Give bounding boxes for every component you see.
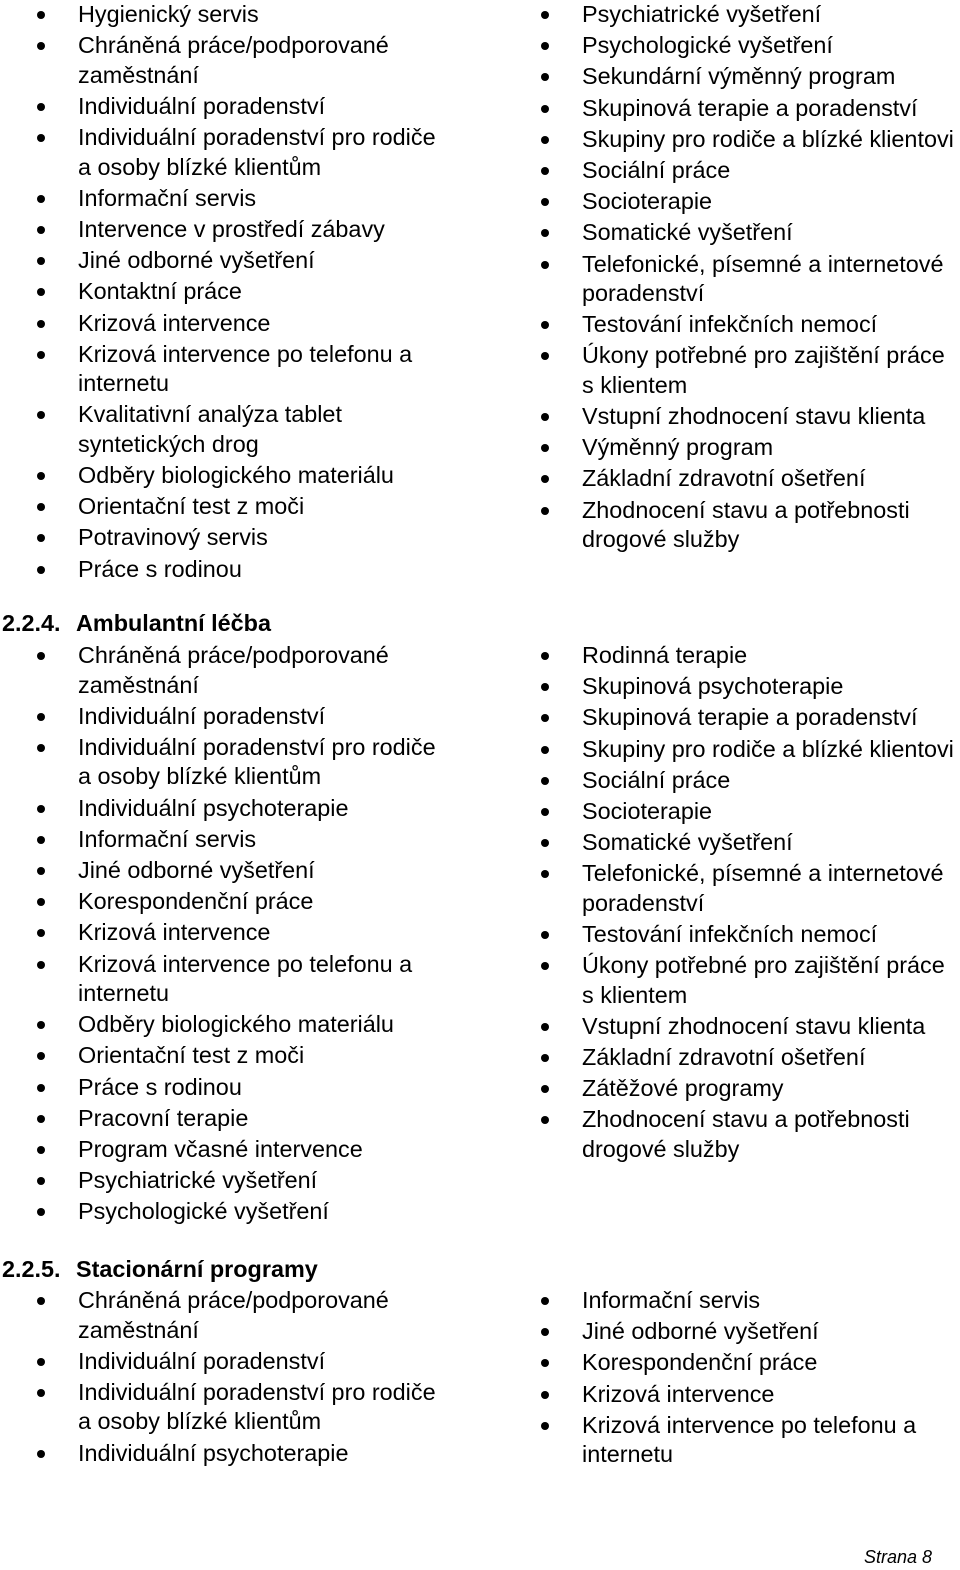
list-item [505, 951, 960, 1010]
list-item [0, 1166, 440, 1196]
list-item-text: Psychologické vyšetření [78, 1198, 329, 1225]
list-item-text: Úkony potřebné pro zajištění práce s klientem [582, 342, 945, 398]
list-item [505, 1043, 960, 1073]
list-item [0, 794, 440, 824]
list-item [505, 920, 960, 950]
bullet-icon [37, 713, 45, 721]
list-item-text: Individuální poradenství [78, 1347, 326, 1374]
bullet-icon [541, 931, 549, 939]
list-item-text: Odběry biologického materiálu [78, 462, 394, 489]
bullet-icon [541, 1359, 549, 1367]
list-item [0, 856, 440, 886]
list-item [0, 1347, 440, 1377]
list-item [0, 523, 440, 553]
bullet-icon [541, 1054, 549, 1062]
list-item-text: Hygienický servis [78, 1, 259, 27]
bullet-icon [37, 1358, 45, 1366]
bullet-icon [37, 805, 45, 813]
list-item-text: Vstupní zhodnocení stavu klienta [582, 1012, 926, 1039]
list-item-text: Individuální poradenství pro rodiče a osoby blízké klientům [78, 1378, 436, 1435]
list-item-text: Zhodnocení stavu a potřebnosti drogové služby [582, 496, 910, 553]
list-item [0, 1135, 440, 1165]
bullet-icon [541, 229, 549, 237]
list-item [0, 555, 440, 585]
list-item [505, 218, 960, 248]
left-column [0, 1286, 440, 1470]
list-item-text: Chráněná práce/podporované zaměstnání [78, 1287, 389, 1343]
bullet-icon [541, 652, 549, 660]
list-item-text: Odběry biologického materiálu [78, 1011, 394, 1038]
bullet-icon [37, 1021, 45, 1029]
list-item [0, 641, 440, 700]
list-item [0, 400, 440, 459]
list-item [505, 641, 960, 671]
bullet-icon [541, 1297, 549, 1305]
list-item-text: Sociální práce [582, 156, 731, 183]
bullet-icon [37, 1146, 45, 1154]
list-item-text: Telefonické, písemné a internetové poradenství [582, 250, 944, 306]
list-item [505, 402, 960, 432]
bullet-icon [37, 1177, 45, 1185]
list-item [505, 1286, 960, 1316]
list-item [505, 250, 960, 309]
list-item-text: Krizová intervence po telefonu a internetu [582, 1411, 917, 1468]
bullet-list [0, 641, 440, 1227]
list-item-text: Skupinová terapie a poradenství [582, 704, 918, 731]
list-item-text: Jiné odborné vyšetření [582, 1318, 819, 1345]
right-column [505, 0, 960, 556]
list-item [505, 496, 960, 555]
bullet-icon [541, 1116, 549, 1124]
list-item-text: Informační servis [78, 184, 257, 211]
page-number: Strana 8 [863, 1547, 932, 1567]
list-item-text: Testování infekčních nemocí [582, 311, 878, 338]
list-item-text: Socioterapie [582, 188, 713, 215]
bullet-icon [541, 808, 549, 816]
list-item-text: Individuální poradenství pro rodiče a osoby blízké klientům [78, 733, 436, 790]
list-item [505, 0, 960, 30]
list-item-text: Chráněná práce/podporované zaměstnání [78, 642, 389, 698]
list-item [505, 341, 960, 400]
bullet-icon [541, 1422, 549, 1430]
list-item [505, 62, 960, 92]
bullet-list [0, 0, 440, 584]
list-item [505, 1105, 960, 1164]
list-item [0, 31, 440, 90]
list-item-text: Skupinová psychoterapie [582, 673, 844, 700]
bullet-icon [37, 503, 45, 511]
list-item-text: Zhodnocení stavu a potřebnosti drogové služby [582, 1106, 910, 1162]
list-item-text: Skupiny pro rodiče a blízké klientovi [582, 735, 954, 762]
list-item-text: Základní zdravotní ošetření [582, 465, 866, 492]
bullet-icon [541, 714, 549, 722]
left-column [0, 641, 440, 1229]
list-item [505, 828, 960, 858]
list-item [505, 1380, 960, 1410]
bullet-icon [37, 103, 45, 111]
list-item-text: Potravinový servis [78, 524, 268, 551]
bullet-icon [541, 136, 549, 144]
list-item-text: Individuální psychoterapie [78, 794, 349, 821]
list-item-text: Korespondenční práce [78, 888, 314, 915]
bullet-icon [37, 1297, 45, 1305]
list-item [0, 733, 440, 792]
list-item [505, 464, 960, 494]
bullet-icon [37, 1389, 45, 1397]
list-item [0, 1073, 440, 1103]
bullet-icon [37, 1052, 45, 1060]
list-item-text: Individuální psychoterapie [78, 1439, 349, 1466]
bullet-icon [37, 1084, 45, 1092]
list-item [0, 309, 440, 339]
right-column [505, 641, 960, 1166]
list-item [0, 123, 440, 182]
list-item [0, 918, 440, 948]
bullet-icon [37, 11, 45, 19]
list-item [0, 215, 440, 245]
list-item [0, 1286, 440, 1345]
right-column [505, 1286, 960, 1471]
list-item [0, 1041, 440, 1071]
list-item-text: Individuální poradenství pro rodiče a osoby blízké klientům [78, 124, 436, 180]
bullet-icon [37, 288, 45, 296]
list-item-text: Kontaktní práce [78, 278, 242, 305]
bullet-icon [541, 962, 549, 970]
list-item-text: Krizová intervence [78, 309, 271, 336]
list-item [0, 1104, 440, 1134]
bullet-icon [37, 1208, 45, 1216]
list-item-text: Psychologické vyšetření [582, 32, 833, 59]
list-item-text: Práce s rodinou [78, 1073, 242, 1100]
bullet-icon [541, 167, 549, 175]
list-item-text: Jiné odborné vyšetření [78, 247, 315, 274]
section-number: 2.2.5. [2, 1256, 61, 1282]
list-item-text: Vstupní zhodnocení stavu klienta [582, 403, 926, 430]
list-item [505, 433, 960, 463]
bullet-icon [37, 961, 45, 969]
list-item-text: Skupinová terapie a poradenství [582, 94, 918, 121]
list-item-text: Kvalitativní analýza tablet syntetických drog [78, 401, 342, 457]
bullet-icon [541, 73, 549, 81]
list-item-text: Individuální poradenství [78, 92, 326, 119]
bullet-icon [541, 198, 549, 206]
list-item [0, 461, 440, 491]
list-item-text: Informační servis [78, 825, 257, 852]
list-item [505, 125, 960, 155]
bullet-icon [37, 42, 45, 50]
bullet-icon [541, 1085, 549, 1093]
bullet-icon [37, 836, 45, 844]
list-item [0, 277, 440, 307]
list-item-text: Úkony potřebné pro zajištění práce s klientem [582, 952, 945, 1008]
list-item-text: Chráněná práce/podporované zaměstnání [78, 32, 389, 88]
bullet-icon [541, 839, 549, 847]
list-item-text: Program včasné intervence [78, 1135, 363, 1162]
bullet-icon [541, 413, 549, 421]
list-item-text: Krizová intervence po telefonu a internetu [78, 340, 413, 397]
bullet-icon [37, 351, 45, 359]
bullet-icon [37, 472, 45, 480]
list-item [0, 887, 440, 917]
bullet-icon [541, 444, 549, 452]
list-item [505, 672, 960, 702]
bullet-icon [37, 195, 45, 203]
bullet-icon [37, 534, 45, 542]
bullet-icon [541, 321, 549, 329]
bullet-icon [37, 257, 45, 265]
list-item [505, 1348, 960, 1378]
list-item-text: Krizová intervence po telefonu a internetu [78, 950, 413, 1006]
list-item [0, 184, 440, 214]
list-item [0, 92, 440, 122]
bullet-icon [37, 134, 45, 142]
bullet-icon [541, 507, 549, 515]
list-item-text: Práce s rodinou [78, 555, 242, 582]
list-item [505, 1012, 960, 1042]
bullet-icon [541, 1023, 549, 1031]
bullet-list [505, 0, 960, 555]
list-item [0, 340, 440, 399]
bullet-icon [541, 261, 549, 269]
bullet-icon [541, 475, 549, 483]
bullet-icon [541, 42, 549, 50]
bullet-list [505, 641, 960, 1164]
list-item-text: Krizová intervence [78, 919, 271, 946]
bullet-icon [541, 777, 549, 785]
section-title: Ambulantní léčba [76, 610, 271, 636]
list-item-text: Orientační test z moči [78, 1042, 305, 1069]
list-item [0, 492, 440, 522]
list-item-text: Pracovní terapie [78, 1104, 249, 1131]
list-item [0, 950, 440, 1009]
list-item [505, 1074, 960, 1104]
list-item-text: Jiné odborné vyšetření [78, 856, 315, 883]
list-item-text: Socioterapie [582, 797, 713, 824]
list-item [505, 187, 960, 217]
list-item-text: Informační servis [582, 1287, 761, 1313]
bullet-icon [541, 746, 549, 754]
bullet-icon [37, 1450, 45, 1458]
list-item-text: Somatické vyšetření [582, 829, 793, 856]
bullet-list [505, 1286, 960, 1470]
bullet-icon [37, 320, 45, 328]
bullet-icon [37, 1115, 45, 1123]
bullet-icon [37, 411, 45, 419]
bullet-icon [541, 352, 549, 360]
bullet-icon [37, 226, 45, 234]
section-number: 2.2.4. [2, 610, 61, 636]
list-item [505, 1317, 960, 1347]
list-item [505, 735, 960, 765]
list-item [0, 1010, 440, 1040]
bullet-icon [541, 1328, 549, 1336]
bullet-icon [541, 105, 549, 113]
section-heading-ambulantni-lecba [2, 609, 271, 638]
list-item [505, 797, 960, 827]
bullet-icon [37, 652, 45, 660]
list-item [0, 1378, 440, 1437]
list-item [505, 1411, 960, 1470]
list-item [0, 825, 440, 855]
list-item [0, 1439, 440, 1469]
bullet-icon [37, 929, 45, 937]
list-item [505, 156, 960, 186]
list-item [0, 246, 440, 276]
list-item-text: Telefonické, písemné a internetové poradenství [582, 860, 944, 916]
list-item [0, 1197, 440, 1227]
list-item [505, 310, 960, 340]
list-item-text: Testování infekčních nemocí [582, 921, 878, 947]
bullet-icon [37, 867, 45, 875]
list-item-text: Psychiatrické vyšetření [582, 1, 822, 27]
list-item-text: Sociální práce [582, 766, 731, 793]
list-item-text: Skupiny pro rodiče a blízké klientovi [582, 125, 954, 152]
list-item-text: Intervence v prostředí zábavy [78, 215, 385, 242]
bullet-icon [541, 11, 549, 19]
bullet-icon [37, 744, 45, 752]
list-item [505, 766, 960, 796]
list-item [0, 702, 440, 732]
list-item [505, 94, 960, 124]
list-item-text: Individuální poradenství [78, 702, 326, 729]
section-title: Stacionární programy [76, 1256, 318, 1282]
list-item-text: Psychiatrické vyšetření [78, 1167, 318, 1194]
list-item [0, 0, 440, 30]
list-item-text: Rodinná terapie [582, 642, 748, 668]
bullet-icon [541, 683, 549, 691]
list-item-text: Výměnný program [582, 434, 774, 461]
list-item [505, 31, 960, 61]
list-item-text: Krizová intervence [582, 1380, 775, 1407]
bullet-icon [541, 1391, 549, 1399]
list-item-text: Korespondenční práce [582, 1349, 818, 1376]
section-heading-stacionarni-programy [2, 1255, 318, 1284]
bullet-icon [37, 566, 45, 574]
list-item-text: Sekundární výměnný program [582, 63, 896, 90]
list-item-text: Základní zdravotní ošetření [582, 1044, 866, 1071]
list-item-text: Zátěžové programy [582, 1075, 784, 1102]
list-item-text: Somatické vyšetření [582, 219, 793, 246]
list-item [505, 859, 960, 918]
left-column [0, 0, 440, 586]
bullet-icon [37, 898, 45, 906]
bullet-icon [541, 870, 549, 878]
list-item [505, 703, 960, 733]
bullet-list [0, 1286, 440, 1468]
list-item-text: Orientační test z moči [78, 493, 305, 520]
